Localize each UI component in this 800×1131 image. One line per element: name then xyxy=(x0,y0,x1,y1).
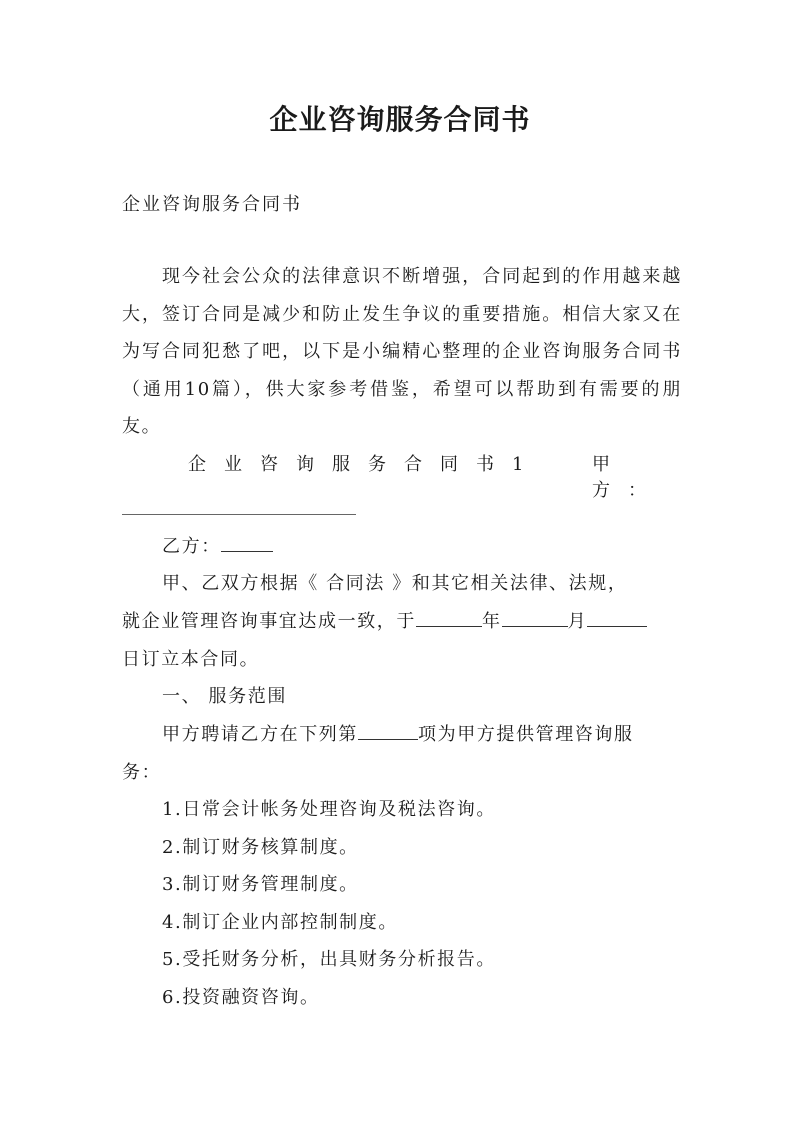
scope-line-1 xyxy=(162,720,634,746)
intro-paragraph: 现今社会公众的法律意识不断增强，合同起到的作用越来越大，签订合同是减少和防止发生争议的重要措施。相信大家又在为写合同犯愁了吧，以下是小编精心整理的企业咨询服务合同书（通用10篇），供大家参考借鉴，希望可以帮助到有需要的朋友。 xyxy=(122,266,682,437)
party-b-label: 乙方： xyxy=(162,536,221,557)
party-a-label: 甲方： xyxy=(592,454,664,501)
contract-heading: 企业咨询服务合同书1 xyxy=(188,454,542,475)
day-blank xyxy=(587,608,647,627)
year-label: 年 xyxy=(482,611,502,632)
month-label: 月 xyxy=(567,611,588,632)
scope-line-2: 务： xyxy=(122,762,162,783)
list-item: 5.受托财务分析，出具财务分析报告。 xyxy=(162,949,496,970)
contract-heading-line xyxy=(122,450,682,501)
document-subtitle: 企业咨询服务合同书 xyxy=(122,194,302,215)
scope-item-blank xyxy=(358,721,418,740)
party-a-blank-line xyxy=(122,514,356,515)
list-item: 3.制订财务管理制度。 xyxy=(162,874,359,895)
section-1-title: 一、 服务范围 xyxy=(162,686,287,707)
list-item: 1.日常会计帐务处理咨询及税法咨询。 xyxy=(162,799,496,820)
agreement-text-2: 就企业管理咨询事宜达成一致，于 xyxy=(122,611,416,632)
agreement-line-2 xyxy=(122,607,647,633)
list-item: 4.制订企业内部控制制度。 xyxy=(162,912,398,933)
agreement-line-1: 甲、乙双方根据《 合同法 》和其它相关法律、法规， xyxy=(162,573,628,594)
party-b-line xyxy=(162,532,273,558)
scope-text-2: 项为甲方提供管理咨询服 xyxy=(418,724,634,745)
year-blank xyxy=(416,608,482,627)
list-item: 2.制订财务核算制度。 xyxy=(162,837,359,858)
document-title: 企业咨询服务合同书 xyxy=(269,103,531,136)
scope-text-1: 甲方聘请乙方在下列第 xyxy=(162,724,358,745)
agreement-line-3: 日订立本合同。 xyxy=(122,649,260,670)
party-b-blank xyxy=(221,533,273,552)
list-item: 6.投资融资咨询。 xyxy=(162,987,320,1008)
month-blank xyxy=(502,608,568,627)
